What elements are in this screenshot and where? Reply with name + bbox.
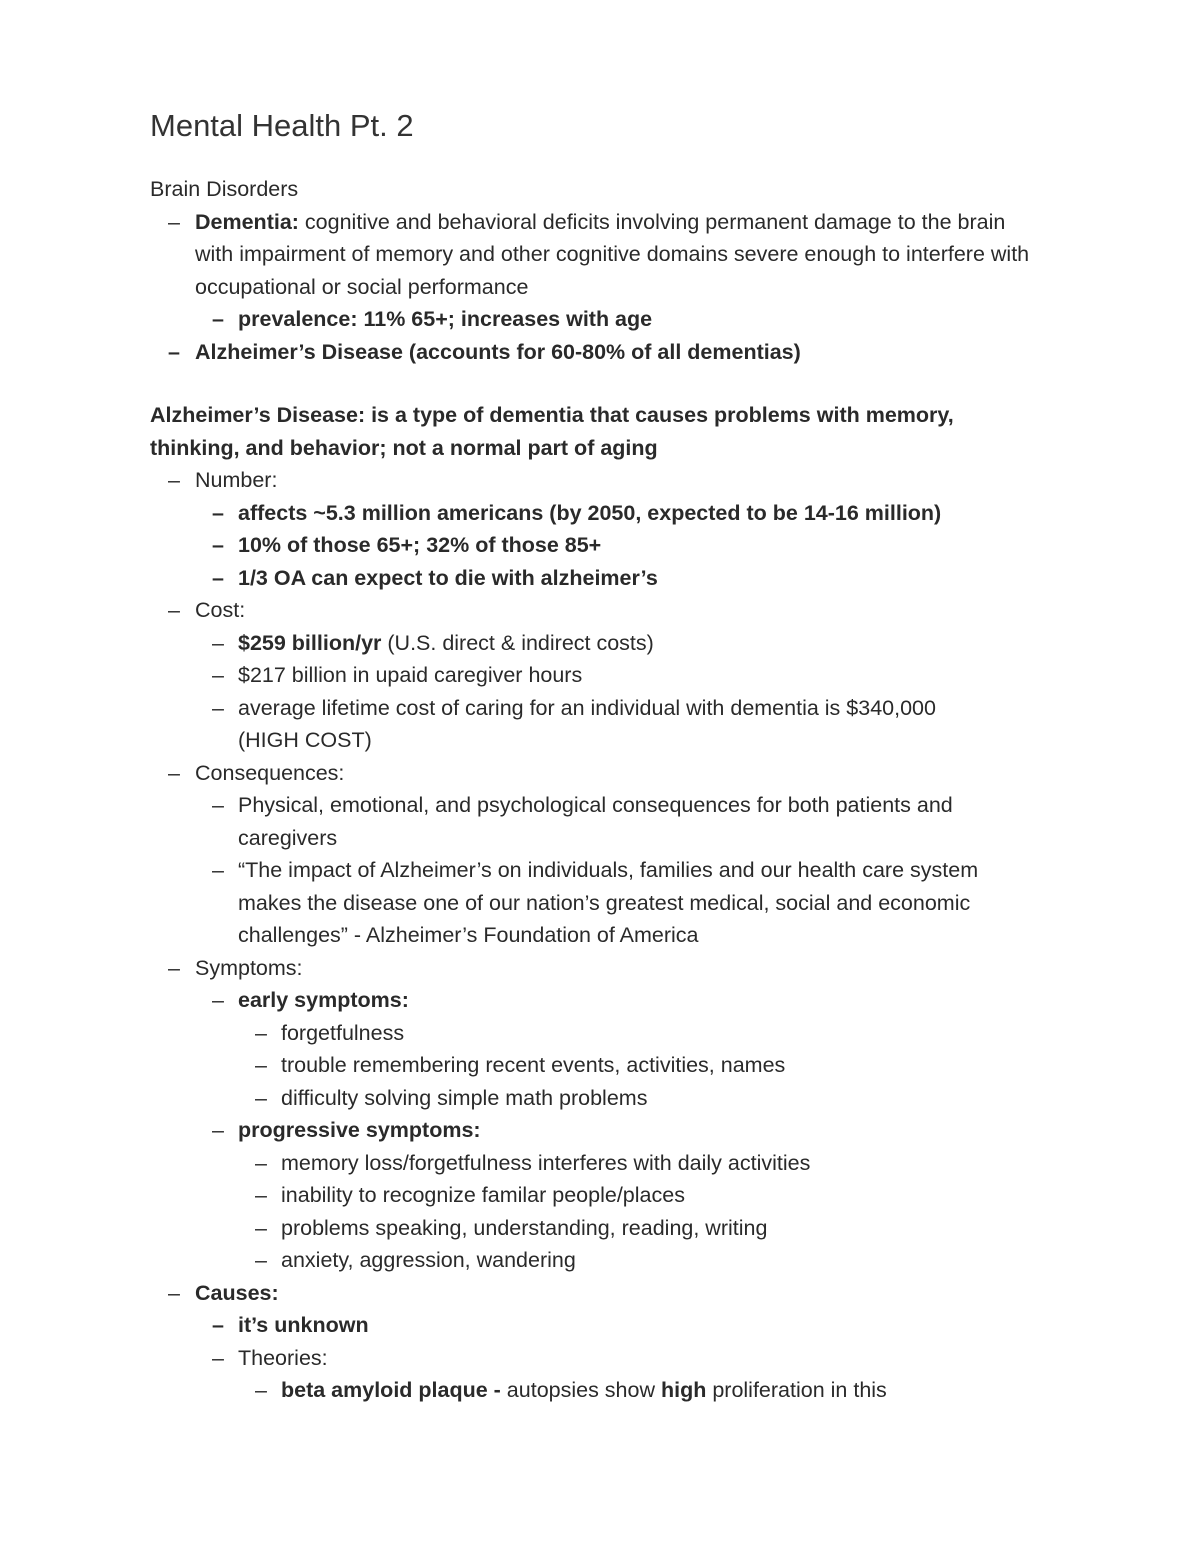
list-item-cost-1 xyxy=(195,627,1030,660)
list-item-consequences xyxy=(150,757,1030,952)
alzheimers-details-list xyxy=(150,464,1030,1407)
page-title: Mental Health Pt. 2 xyxy=(150,108,414,143)
list-item-early-1: – forgetfulness xyxy=(238,1017,1030,1050)
list-item-number xyxy=(150,464,1030,594)
list-item-cost-2: – $217 billion in upaid caregiver hours xyxy=(195,659,1030,692)
theories-label: Theories: xyxy=(238,1345,328,1370)
list-item-early-symptoms xyxy=(195,984,1030,1114)
list-item-causes xyxy=(150,1277,1030,1407)
list-item-progressive-4: – anxiety, aggression, wandering xyxy=(238,1244,1030,1277)
list-item-consequences-2: – “The impact of Alzheimer’s on individuals, families and our health care system makes the disease one of our nation’s greatest medical, social and economic challenges” - Alzheimer’s Foundation of America xyxy=(195,854,1038,952)
brain-disorders-list xyxy=(150,206,1030,369)
list-item-number-1: – affects ~5.3 million americans (by 2050, expected to be 14-16 million) xyxy=(195,497,1038,530)
list-item-theory-beta-amyloid xyxy=(238,1374,1030,1407)
dementia-term: Dementia: xyxy=(195,209,299,234)
list-item-progressive-3: – problems speaking, understanding, reading, writing xyxy=(238,1212,1030,1245)
cost-label: Cost: xyxy=(195,598,246,622)
list-item-causes-unknown: – it’s unknown xyxy=(195,1309,1030,1342)
consequences-label: Consequences: xyxy=(195,760,345,785)
theory-beta-amyloid-term: beta amyloid plaque - xyxy=(281,1378,501,1402)
list-item-cost-3: – average lifetime cost of caring for an individual with dementia is $340,000 (HIGH COST) xyxy=(195,692,998,757)
section-heading-brain-disorders: Brain Disorders xyxy=(150,177,299,201)
list-item-dementia xyxy=(150,206,1030,336)
list-item-number-3: – 1/3 OA can expect to die with alzheimer’s xyxy=(195,562,1030,595)
list-item-symptoms xyxy=(150,952,1030,1277)
list-item-early-2: – trouble remembering recent events, activities, names xyxy=(238,1049,1030,1082)
cost-annual: $259 billion/yr xyxy=(238,630,382,655)
theory-beta-amyloid-emphasis: high xyxy=(660,1378,707,1402)
symptoms-label: Symptoms: xyxy=(195,955,303,980)
causes-label: Causes: xyxy=(195,1280,279,1305)
list-item-early-3: – difficulty solving simple math problems xyxy=(238,1082,1030,1115)
progressive-symptoms-label: progressive symptoms: xyxy=(238,1118,481,1142)
cost-annual-note: (U.S. direct & indirect costs) xyxy=(381,630,654,655)
list-item-progressive-2: – inability to recognize familar people/places xyxy=(238,1179,1030,1212)
alzheimers-intro: Alzheimer’s Disease: is a type of dementia that causes problems with memory, thinking, and behavior; not a normal part of aging xyxy=(150,403,954,460)
list-item-cost xyxy=(150,594,1030,757)
list-item-consequences-1: – Physical, emotional, and psychological consequences for both patients and caregivers xyxy=(195,789,978,854)
number-label: Number: xyxy=(195,468,278,492)
list-item-dementia-prevalence: – prevalence: 11% 65+; increases with age xyxy=(195,303,1030,336)
list-item-progressive-symptoms xyxy=(195,1114,1030,1277)
theory-beta-amyloid-text-1: autopsies show xyxy=(500,1378,661,1402)
dementia-definition: cognitive and behavioral deficits involving permanent damage to the brain with impairment of memory and other cognitive domains severe enough to interfere with occupational or social performance xyxy=(195,209,1030,299)
list-item-theories xyxy=(195,1342,1030,1407)
list-item-progressive-1: – memory loss/forgetfulness interferes with daily activities xyxy=(238,1147,1030,1180)
early-symptoms-label: early symptoms: xyxy=(238,988,409,1012)
list-item-alzheimers: – Alzheimer’s Disease (accounts for 60-80% of all dementias) xyxy=(150,336,1030,369)
list-item-number-2: – 10% of those 65+; 32% of those 85+ xyxy=(195,529,1030,562)
theory-beta-amyloid-text-2: proliferation in this xyxy=(706,1378,887,1402)
